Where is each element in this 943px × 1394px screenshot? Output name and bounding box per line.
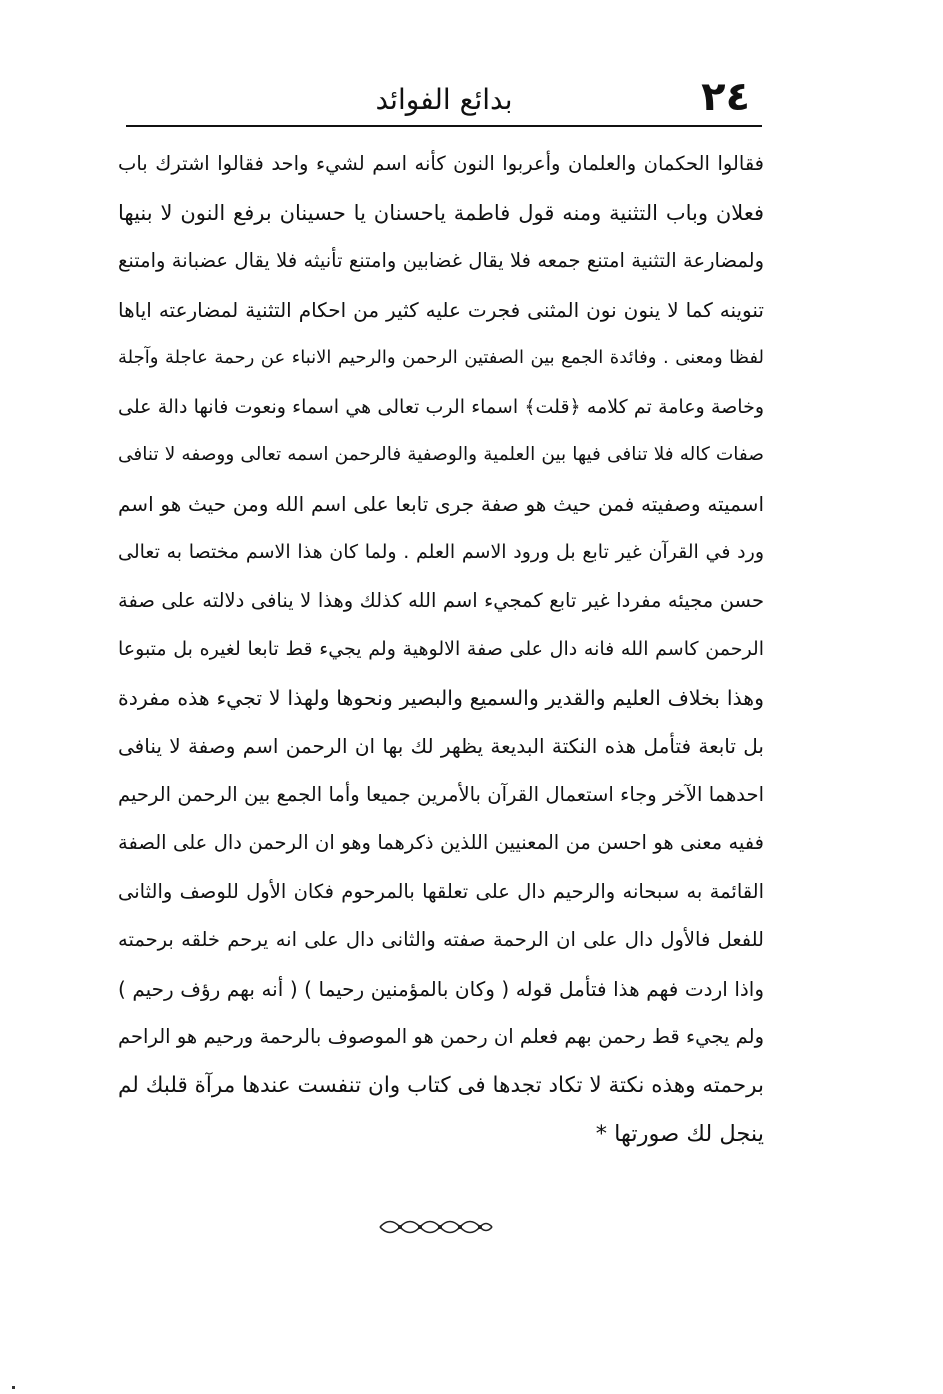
text-line: تنوينه كما لا ينون نون المثنى فجرت عليه كثير من احكام التثنية لمضارعته اياها [118,297,764,322]
text-line: لفظا ومعنى . وفائدة الجمع بين الصفتين الرحمن والرحيم الانباء عن رحمة عاجلة وآجلة [118,347,764,368]
end-ornament-icon [376,1212,496,1242]
text-line: القائمة به سبحانه والرحيم دال على تعلقها بالمرحوم فكان الأول للوصف والثانى [118,879,764,903]
text-line: اسميته وصفيته فمن حيث هو صفة جرى تابعا على اسم الله ومن حيث هو اسم [118,491,764,516]
text-line: ففيه معنى هو احسن من المعنيين اللذين ذكرهما وهو ان الرحمن دال على الصفة [118,831,764,854]
header-divider [126,125,762,127]
text-line: حسن مجيئه مفردا غير تابع كمجيء اسم الله كذلك وهذا لا ينافى دلالته على صفة [118,588,764,612]
text-line: وهذا بخلاف العليم والقدير والسميع والبصير ونحوها ولهذا لا تجيء هذه مفردة [118,685,764,710]
text-line: بل تابعة فتأمل هذه النكتة البديعة يظهر لك بها ان الرحمن اسم وصفة لا ينافى [118,734,764,758]
text-line-last: ينجل لك صورتها * [595,1121,764,1147]
text-line: ولم يجيء قط رحمن بهم فعلم ان رحمن هو الموصوف بالرحمة ورحيم هو الراحم [118,1025,764,1048]
text-line: ورد في القرآن غير تابع بل ورود الاسم العلم . ولما كان هذا الاسم مختصا به تعالى [118,541,764,563]
text-line: للفعل فالأول دال على ان الرحمة صفته والثانى دال على انه يرحم خلقه برحمته [118,928,764,951]
text-line: برحمته وهذه نكتة لا تكاد تجدها فى كتاب وان تنفست عندها مرآة قلبك لم [118,1072,764,1098]
text-line: احدهما الآخر وجاء استعمال القرآن بالأمرين جميعا وأما الجمع بين الرحمن الرحيم [118,782,764,806]
text-line: ولمضارعة التثنية امتنع جمعه فلا يقال غضابين وامتنع تأنيثه فلا يقال عضبانة وامتنع [118,249,764,272]
text-line: واذا اردت فهم هذا فتأمل قوله ( وكان بالمؤمنين رحيما ) ( أنه بهم رؤف رحيم ) [118,976,764,1001]
text-line: فقالوا الحكمان والعلمان وأعربوا النون كأنه اسم لشيء واحد فقالوا اشترك باب [118,152,764,175]
text-line: صفات كاله فلا تنافى فيها بين العلمية والوصفية فالرحمن اسمه تعالى ووصفه لا تنافى [118,444,764,465]
text-line: وخاصة وعامة تم كلامه ﴿قلت﴾ اسماء الرب تعالى هي اسماء ونعوت فانها دالة على [118,395,764,418]
running-title: بدائع الفوائد [375,83,513,116]
text-line: الرحمن كاسم الله فانه دال على صفة الالوهية ولم يجيء قط تابعا لغيره بل متبوعا [118,638,764,660]
text-line: فعلان وباب التثنية ومنه قول فاطمة ياحسنان يا حسينان برفع النون لا بنيها [118,200,764,225]
scan-speck [12,1386,15,1389]
page-number: ٢٤ [701,74,750,120]
body-text [118,140,764,1159]
page-header [126,72,762,122]
